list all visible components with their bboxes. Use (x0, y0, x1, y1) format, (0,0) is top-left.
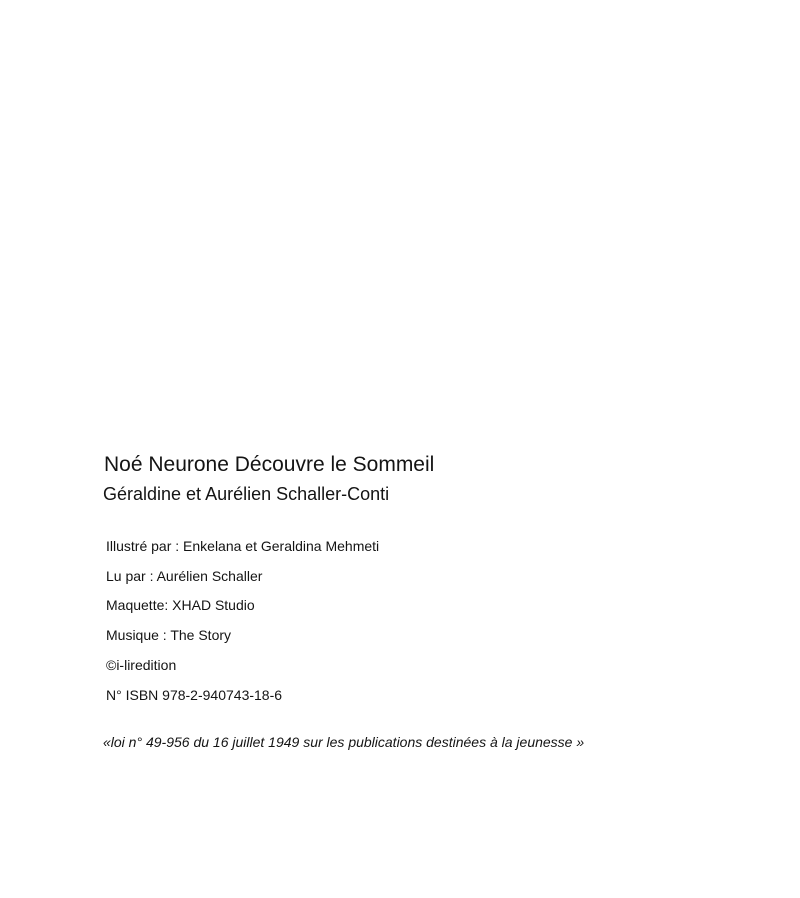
credits-block (106, 532, 379, 710)
credit-line-layout: Maquette: XHAD Studio (106, 597, 255, 614)
book-title: Noé Neurone Découvre le Sommeil (104, 453, 435, 476)
credit-line-illustrators: Illustré par : Enkelana et Geraldina Mehmeti (106, 538, 380, 554)
credit-line-music: Musique : The Story (106, 627, 232, 644)
credit-line-narrator: Lu par : Aurélien Schaller (106, 567, 263, 584)
book-authors: Géraldine et Aurélien Schaller-Conti (103, 484, 390, 504)
credit-line-isbn: N° ISBN 978-2-940743-18-6 (106, 686, 283, 703)
legal-notice: «loi n° 49-956 du 16 juillet 1949 sur les publications destinées à la jeunesse » (103, 734, 585, 750)
credit-line-publisher-copyright: ©i-liredition (106, 656, 177, 673)
